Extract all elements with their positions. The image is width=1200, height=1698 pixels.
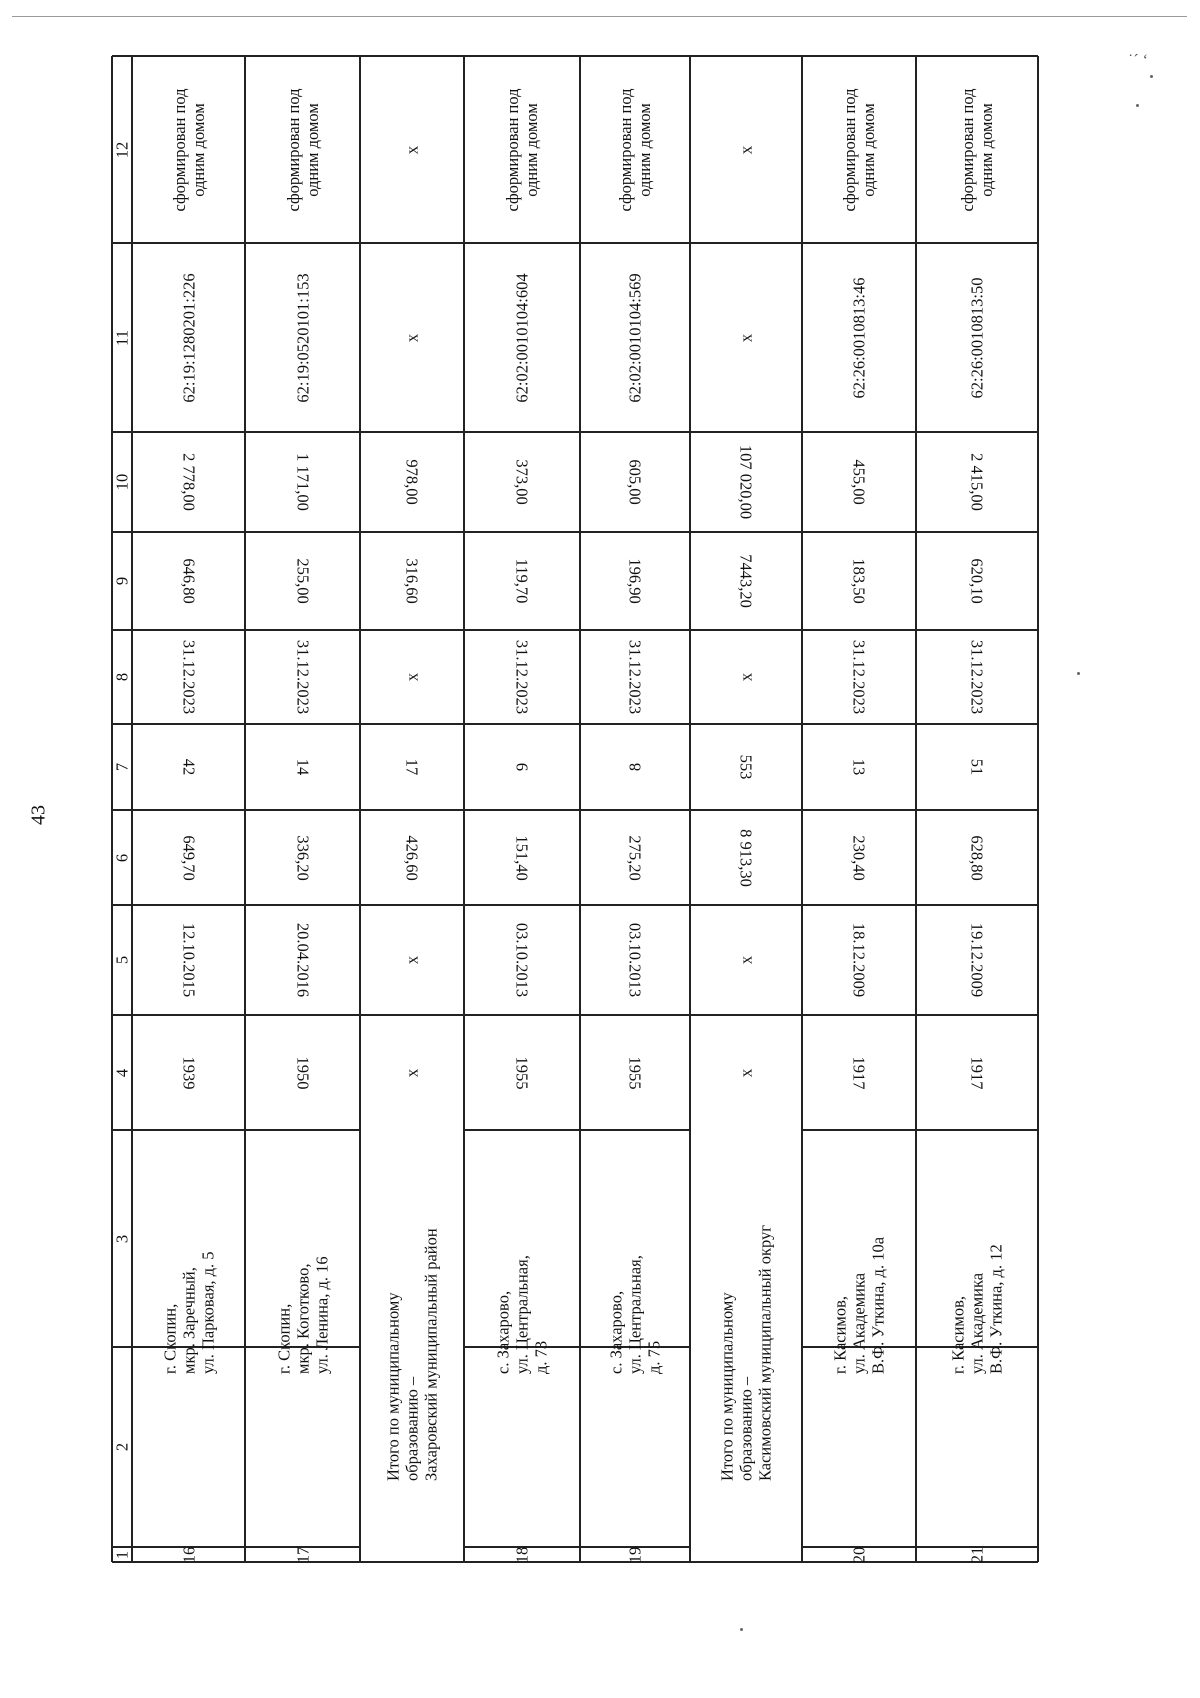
- year-value: 1955: [625, 1056, 645, 1089]
- column-number-3-cell: [112, 1130, 132, 1347]
- cadastral-number-cell: [360, 243, 464, 432]
- row-number: 19: [625, 1546, 645, 1563]
- year-value-cell: [245, 1015, 360, 1130]
- address-text-cell: [916, 1130, 1038, 1374]
- date-col5-value: 18.12.2009: [849, 922, 869, 998]
- row-number: 18: [512, 1546, 532, 1563]
- cadastral-number-cell: [916, 243, 1038, 432]
- date-col8-value-cell: [245, 630, 360, 724]
- count-col7-value-cell: [802, 724, 916, 810]
- date-col8-value: 31.12.2023: [849, 639, 869, 715]
- column-number-1: 1: [112, 1550, 132, 1559]
- row-number-cell: [916, 1547, 1038, 1562]
- area-col9-value-cell: [464, 532, 580, 630]
- address-text-cell: [245, 1130, 360, 1374]
- address-text: г. Касимов, ул. Академика В.Ф. Уткина, д. 10а: [830, 1236, 888, 1374]
- cadastral-number-cell: [580, 243, 690, 432]
- cost-col10-value: 2 778,00: [179, 453, 198, 511]
- land-plot-note-cell: [132, 56, 245, 243]
- area-col9-value: 620,10: [967, 558, 987, 604]
- area-col6-value-cell: [245, 810, 360, 905]
- area-col6-value: 336,20: [293, 834, 312, 881]
- area-col9-value-cell: [916, 532, 1038, 630]
- row-number-cell: [132, 1547, 245, 1562]
- cost-col10-value-cell: [802, 432, 916, 532]
- column-number-5: 5: [112, 955, 132, 965]
- area-col6-value: 8 913,30: [736, 828, 756, 887]
- column-number-6-cell: [112, 810, 132, 905]
- count-col7-value-cell: [690, 724, 802, 810]
- cost-col10-value: 107 020,00: [736, 444, 756, 520]
- cadastral-number: 62:26:0010813:46: [849, 276, 869, 399]
- municipality-total-label-cell: [360, 1130, 464, 1562]
- address-text: г. Скопин, мкр. Коготково, ул. Ленина, д. 16: [274, 1255, 331, 1374]
- column-number-9: 9: [112, 576, 132, 586]
- column-number-9-cell: [112, 532, 132, 630]
- count-col7-value: 14: [293, 758, 312, 776]
- column-number-8-cell: [112, 630, 132, 724]
- municipality-total-label-cell: [690, 1130, 802, 1562]
- row-number: 16: [179, 1546, 198, 1563]
- year-value: x: [736, 1068, 756, 1077]
- year-value: 1950: [293, 1056, 312, 1089]
- date-col8-value-cell: [580, 630, 690, 724]
- scan-artifact-mark: ˙ˊ ʻ: [1128, 52, 1148, 69]
- column-number-7-cell: [112, 724, 132, 810]
- municipality-total-label: Итого по муниципальному образованию – Захаровский муниципальный район: [383, 1228, 441, 1481]
- area-col6-value: 275,20: [625, 834, 645, 881]
- column-number-2-cell: [112, 1347, 132, 1547]
- row-number-cell: [580, 1547, 690, 1562]
- date-col5-value: 12.10.2015: [179, 922, 198, 998]
- address-text: г. Скопин, мкр. Заречный, ул. Парковая, д. 5: [160, 1250, 217, 1374]
- date-col5-value: 03.10.2013: [512, 922, 532, 998]
- date-col5-value: 20.04.2016: [293, 922, 312, 998]
- land-plot-note: сформирован под одним домом: [958, 87, 996, 212]
- date-col8-value: x: [736, 672, 756, 682]
- address-text-cell: [132, 1130, 245, 1374]
- column-number-12: 12: [112, 141, 132, 158]
- date-col8-value-cell: [802, 630, 916, 724]
- column-number-11: 11: [112, 329, 132, 346]
- column-number-6: 6: [112, 853, 132, 862]
- date-col5-value-cell: [690, 905, 802, 1015]
- area-col9-value-cell: [690, 532, 802, 630]
- year-value-cell: [360, 1015, 464, 1130]
- year-value: x: [402, 1068, 422, 1077]
- area-col6-value-cell: [690, 810, 802, 905]
- area-col6-value-cell: [802, 810, 916, 905]
- cadastral-number-cell: [464, 243, 580, 432]
- land-plot-note-cell: [580, 56, 690, 243]
- column-number-5-cell: [112, 905, 132, 1015]
- cost-col10-value: 2 415,00: [967, 453, 987, 511]
- count-col7-value-cell: [464, 724, 580, 810]
- row-number: 20: [849, 1546, 869, 1563]
- cost-col10-value-cell: [132, 432, 245, 532]
- area-col6-value-cell: [916, 810, 1038, 905]
- area-col6-value: 628,80: [967, 834, 987, 881]
- year-value-cell: [690, 1015, 802, 1130]
- year-value-cell: [802, 1015, 916, 1130]
- cost-col10-value: 455,00: [849, 459, 869, 505]
- land-plot-note-cell: [690, 56, 802, 243]
- cadastral-number-cell: [802, 243, 916, 432]
- land-plot-note-cell: [464, 56, 580, 243]
- area-col6-value-cell: [360, 810, 464, 905]
- date-col8-value-cell: [690, 630, 802, 724]
- date-col8-value-cell: [132, 630, 245, 724]
- land-plot-note: x: [402, 145, 422, 154]
- date-col5-value-cell: [802, 905, 916, 1015]
- area-col6-value: 426,60: [402, 834, 422, 881]
- address-text-cell: [802, 1130, 916, 1374]
- area-col9-value-cell: [580, 532, 690, 630]
- area-col6-value: 230,40: [849, 834, 869, 881]
- date-col8-value-cell: [360, 630, 464, 724]
- date-col8-value-cell: [464, 630, 580, 724]
- date-col8-value-cell: [916, 630, 1038, 724]
- count-col7-value: 42: [179, 758, 198, 776]
- area-col6-value-cell: [132, 810, 245, 905]
- year-value-cell: [464, 1015, 580, 1130]
- column-number-2: 2: [112, 1442, 132, 1452]
- date-col5-value-cell: [132, 905, 245, 1015]
- date-col5-value-cell: [464, 905, 580, 1015]
- area-col9-value: 183,50: [849, 558, 869, 604]
- address-text-cell: [464, 1130, 580, 1374]
- area-col9-value-cell: [802, 532, 916, 630]
- column-number-4: 4: [112, 1068, 132, 1077]
- cost-col10-value-cell: [580, 432, 690, 532]
- cost-col10-value-cell: [360, 432, 464, 532]
- area-col6-value: 151,40: [512, 834, 532, 881]
- cost-col10-value-cell: [916, 432, 1038, 532]
- date-col8-value: x: [402, 672, 422, 682]
- column-number-12-cell: [112, 56, 132, 243]
- cadastral-number-cell: [245, 243, 360, 432]
- land-plot-note-cell: [245, 56, 360, 243]
- count-col7-value-cell: [132, 724, 245, 810]
- land-plot-note-cell: [916, 56, 1038, 243]
- area-col9-value: 646,80: [179, 558, 198, 604]
- count-col7-value: 9: [512, 762, 532, 772]
- area-col9-value-cell: [245, 532, 360, 630]
- cost-col10-value: 373,00: [512, 459, 532, 505]
- column-number-3: 3: [112, 1234, 132, 1243]
- row-number-cell: [464, 1547, 580, 1562]
- column-number-11-cell: [112, 243, 132, 432]
- area-col9-value: 7443,20: [736, 554, 756, 608]
- page-number-text: 43: [27, 805, 50, 825]
- date-col5-value-cell: [580, 905, 690, 1015]
- cadastral-number-cell: [690, 243, 802, 432]
- date-col8-value: 31.12.2023: [293, 639, 312, 715]
- date-col5-value: x: [736, 955, 756, 965]
- address-text-cell: [580, 1130, 690, 1374]
- land-plot-note: сформирован под одним домом: [503, 87, 541, 212]
- row-number: 21: [967, 1546, 987, 1563]
- date-col5-value-cell: [245, 905, 360, 1015]
- area-col6-value-cell: [580, 810, 690, 905]
- count-col7-value: 8: [625, 762, 645, 772]
- date-col5-value: x: [402, 955, 422, 965]
- area-col9-value: 196,90: [625, 558, 645, 604]
- count-col7-value: 553: [736, 754, 756, 780]
- cost-col10-value-cell: [690, 432, 802, 532]
- address-text: с. Захарово, ул. Центральная, д. 75: [606, 1254, 664, 1374]
- area-col9-value-cell: [132, 532, 245, 630]
- count-col7-value: 13: [849, 758, 869, 776]
- cadastral-number: 62:02:0010104:569: [625, 272, 645, 403]
- land-plot-note-cell: [360, 56, 464, 243]
- row-number-cell: [802, 1547, 916, 1562]
- date-col8-value: 31.12.2023: [967, 639, 987, 715]
- year-value-cell: [916, 1015, 1038, 1130]
- area-col6-value: 649,70: [179, 834, 198, 881]
- land-plot-note: сформирован под одним домом: [616, 87, 654, 212]
- land-plot-note: сформирован под одним домом: [840, 87, 878, 212]
- row-number-cell: [245, 1547, 360, 1562]
- count-col7-value: 17: [402, 758, 422, 776]
- count-col7-value-cell: [245, 724, 360, 810]
- cadastral-number: 62:19:1280201:226: [179, 272, 198, 403]
- cost-col10-value: 978,00: [402, 459, 422, 505]
- cadastral-number-cell: [132, 243, 245, 432]
- date-col5-value: 03.10.2013: [625, 922, 645, 998]
- row-number: 17: [293, 1546, 312, 1563]
- land-plot-note-cell: [802, 56, 916, 243]
- column-number-10: 10: [112, 473, 132, 491]
- land-plot-note: x: [736, 145, 756, 154]
- count-col7-value-cell: [580, 724, 690, 810]
- cost-col10-value-cell: [245, 432, 360, 532]
- area-col6-value-cell: [464, 810, 580, 905]
- address-text: г. Касимов, ул. Академика В.Ф. Уткина, д. 12: [948, 1243, 1006, 1374]
- address-text: с. Захарово, ул. Центральная, д. 73: [493, 1254, 551, 1374]
- column-number-10-cell: [112, 432, 132, 532]
- date-col5-value-cell: [360, 905, 464, 1015]
- municipality-total-label: Итого по муниципальному образованию – Касимовский муниципальный округ: [717, 1224, 775, 1481]
- column-number-8: 8: [112, 672, 132, 682]
- cadastral-number: 62:19:0520101:153: [293, 272, 312, 403]
- column-number-4-cell: [112, 1015, 132, 1130]
- area-col9-value: 119,70: [512, 558, 532, 604]
- date-col8-value: 31.12.2023: [625, 639, 645, 715]
- year-value: 1917: [967, 1056, 987, 1089]
- date-col8-value: 31.12.2023: [179, 639, 198, 715]
- date-col5-value-cell: [916, 905, 1038, 1015]
- cadastral-number: 62:02:0010104:604: [512, 272, 532, 403]
- column-number-1-cell: [112, 1547, 132, 1562]
- cadastral-number: x: [402, 333, 422, 342]
- year-value-cell: [580, 1015, 690, 1130]
- date-col8-value: 31.12.2023: [512, 639, 532, 715]
- year-value-cell: [132, 1015, 245, 1130]
- count-col7-value: 51: [967, 758, 987, 776]
- cadastral-number: x: [736, 333, 756, 342]
- area-col9-value: 255,00: [293, 558, 312, 604]
- area-col9-value-cell: [360, 532, 464, 630]
- area-col9-value: 316,60: [402, 558, 422, 604]
- year-value: 1939: [179, 1056, 198, 1089]
- count-col7-value-cell: [916, 724, 1038, 810]
- column-number-7: 7: [112, 762, 132, 772]
- year-value: 1955: [512, 1056, 532, 1089]
- land-plot-note: сформирован под одним домом: [283, 87, 322, 212]
- cost-col10-value: 605,00: [625, 459, 645, 505]
- land-plot-note: сформирован под одним домом: [169, 87, 208, 212]
- cadastral-number: 62:26:0010813:50: [967, 276, 987, 399]
- date-col5-value: 19.12.2009: [967, 922, 987, 998]
- count-col7-value-cell: [360, 724, 464, 810]
- cost-col10-value: 1 171,00: [293, 453, 312, 511]
- cost-col10-value-cell: [464, 432, 580, 532]
- year-value: 1917: [849, 1056, 869, 1089]
